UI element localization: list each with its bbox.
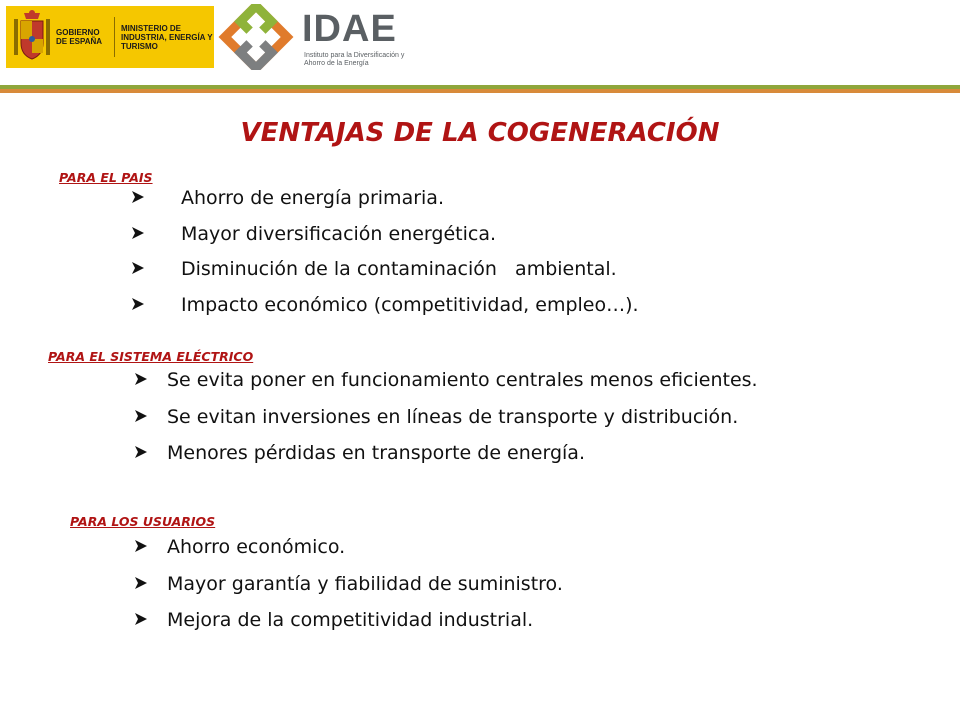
- bullet-text: Mayor diversificación energética.: [181, 222, 497, 245]
- arrow-bullet-icon: [131, 261, 145, 275]
- header-band-orange: [0, 89, 960, 93]
- list-item: [134, 369, 758, 406]
- gobierno-text: GOBIERNO DE ESPAÑA: [56, 28, 103, 46]
- bullet-list-usuarios: [134, 536, 563, 646]
- arrow-bullet-icon: [134, 612, 148, 626]
- list-item: [134, 573, 563, 610]
- arrow-bullet-icon: [134, 576, 148, 590]
- arrow-bullet-icon: [131, 190, 145, 204]
- list-item: [131, 223, 639, 259]
- bullet-text: Mayor garantía y fiabilidad de suministro.: [167, 572, 563, 595]
- coat-of-arms-icon: [12, 9, 52, 65]
- bullet-text: Mejora de la competitividad industrial.: [167, 609, 534, 631]
- arrow-bullet-icon: [134, 539, 148, 553]
- arrow-bullet-icon: [134, 409, 148, 423]
- idae-logo: [216, 4, 428, 70]
- ministerio-text: MINISTERIO DE INDUSTRIA, ENERGÍA Y TURISMO: [121, 23, 213, 51]
- bullet-list-sistema-electrico: [134, 369, 758, 479]
- list-item: [134, 406, 758, 443]
- bullet-list-pais: [131, 187, 639, 329]
- idae-subtitle: Instituto para la Diversificación y Ahorro de la Energía: [304, 52, 405, 67]
- arrow-bullet-icon: [134, 445, 148, 459]
- bullet-text: Se evitan inversiones en líneas de transporte y distribución.: [167, 405, 739, 428]
- bullet-text: Menores pérdidas en transporte de energía.: [167, 442, 585, 464]
- list-item: [134, 442, 758, 479]
- list-item: [134, 536, 563, 573]
- gobierno-logo: [6, 6, 214, 68]
- slide-title: VENTAJAS DE LA COGENERACIÓN: [240, 118, 720, 148]
- list-item: [131, 294, 639, 330]
- list-item: [134, 609, 563, 646]
- section-heading-sistema-electrico: PARA EL SISTEMA ELÉCTRICO: [48, 349, 254, 364]
- arrow-bullet-icon: [131, 226, 145, 240]
- list-item: [131, 258, 639, 294]
- bullet-text: Impacto económico (competitividad, empleo…).: [181, 293, 639, 316]
- arrow-bullet-icon: [131, 297, 145, 311]
- section-heading-pais: PARA EL PAIS: [59, 170, 153, 185]
- list-item: [131, 187, 639, 223]
- bullet-text: Disminución de la contaminación ambiental.: [181, 258, 617, 280]
- logo-divider: [114, 17, 115, 57]
- idae-diamond-icon: [216, 4, 296, 70]
- bullet-text: Ahorro de energía primaria.: [181, 187, 444, 209]
- bullet-text: Ahorro económico.: [167, 536, 346, 558]
- section-heading-usuarios: PARA LOS USUARIOS: [70, 514, 216, 529]
- idae-wordmark: IDAE: [302, 8, 397, 50]
- arrow-bullet-icon: [134, 372, 148, 386]
- bullet-text: Se evita poner en funcionamiento centrales menos eficientes.: [167, 369, 758, 391]
